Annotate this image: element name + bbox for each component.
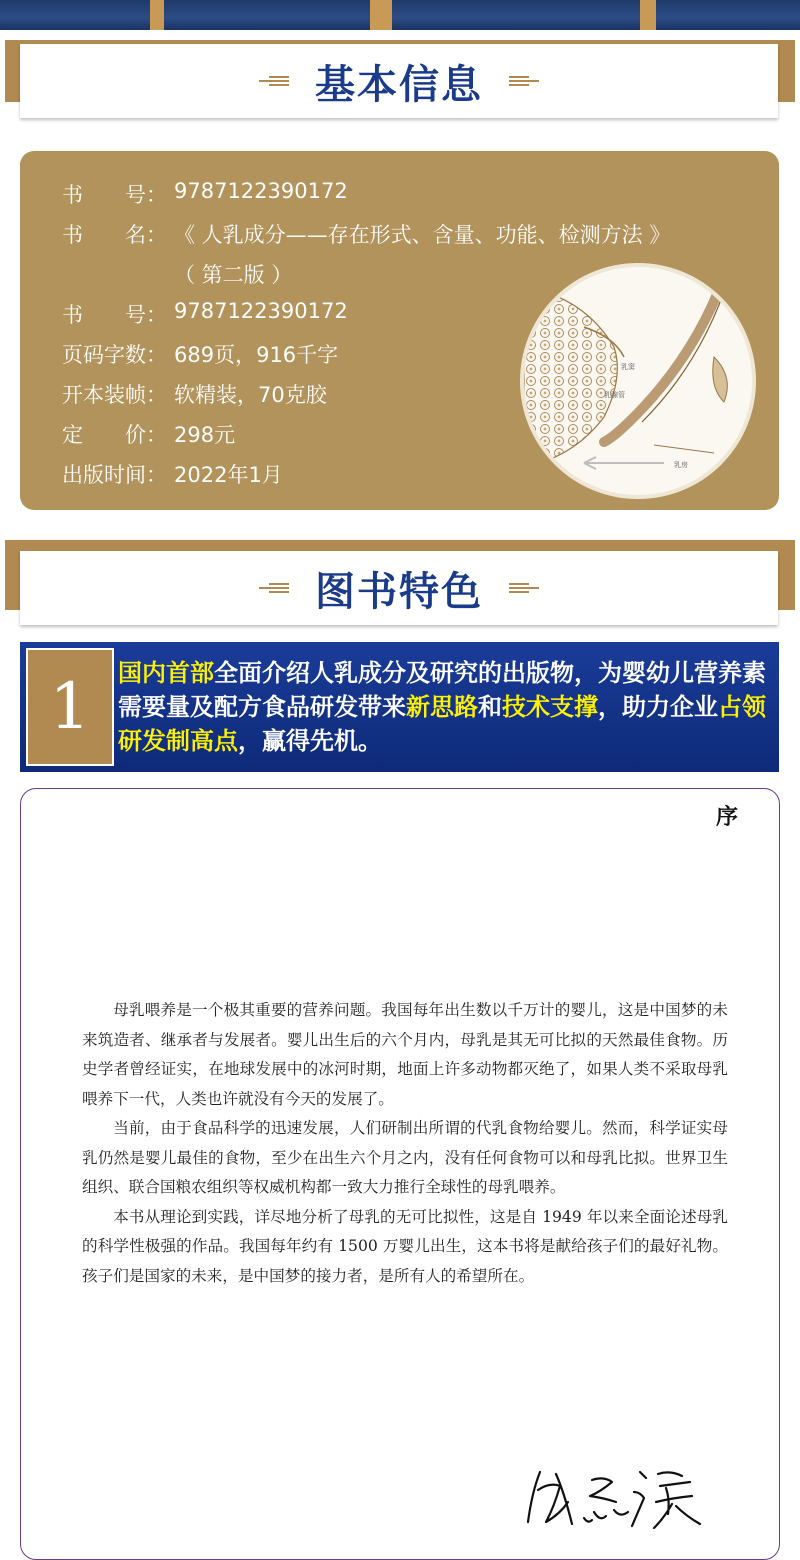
feature-highlight: 技术支撑 (502, 693, 598, 721)
svg-text:乳窦: 乳窦 (621, 363, 635, 371)
info-value: 9787122390172 (174, 299, 348, 323)
feature-text (118, 656, 770, 758)
feature-segment: ，赢得先机。 (238, 727, 382, 755)
info-value: 2022年1月 (174, 463, 283, 487)
info-value: 9787122390172 (174, 179, 348, 203)
info-value: 689页，916千字 (174, 343, 339, 367)
info-label: 出版时间： (62, 463, 167, 487)
chair-leg (370, 0, 392, 30)
info-value: 软精装，70克胶 (174, 383, 327, 407)
feature-segment: 和 (478, 693, 502, 721)
info-row-binding (62, 379, 327, 409)
preface-paragraph: 母乳喂养是一个极其重要的营养问题。我国每年出生数以千万计的婴儿，这是中国梦的未来筑造者、继承者与发展者。婴儿出生后的六个月内，母乳是其无可比拟的天然最佳食物。历史学者曾经证实，在地球发展中的冰河时期，地面上许多动物都灭绝了，如果人类不采取母乳喂养下一代，人类也许就没有今天的发展了。 (82, 1001, 728, 1108)
section-title: 基本信息 (315, 61, 483, 108)
info-label: 书 号： (62, 183, 167, 207)
info-label: 书 号： (62, 303, 167, 327)
svg-text:乳腺管: 乳腺管 (604, 391, 625, 399)
info-value: 《 人乳成分——存在形式、含量、功能、检测方法 》 (174, 223, 671, 247)
breast-anatomy-icon (524, 267, 752, 495)
info-row-isbn (62, 179, 348, 209)
decor-lines-icon (259, 74, 289, 88)
section-title-basic-info (20, 44, 778, 118)
section-title-features (20, 551, 778, 625)
info-label: 书 名： (62, 223, 167, 247)
feature-highlight: 国内首部 (118, 659, 214, 687)
preface-body (82, 996, 728, 1291)
info-value: （ 第二版 ） (174, 263, 293, 287)
svg-text:乳房: 乳房 (674, 461, 688, 469)
feature-segment: ，助力企业 (598, 693, 718, 721)
decor-lines-icon (509, 74, 539, 88)
info-label: 定 价： (62, 423, 167, 447)
info-row-pages (62, 339, 338, 369)
chair-leg (150, 0, 164, 30)
info-row-price (62, 419, 235, 449)
preface-paragraph: 当前，由于食品科学的迅速发展，人们研制出所谓的代乳食物给婴儿。然而，科学证实母乳仍然是婴儿最佳的食物，至少在出生六个月之内，没有任何食物可以和母乳比拟。世界卫生组织、联合国粮农组织等权威机构都一致大力推行全球性的母乳喂养。 (82, 1119, 728, 1196)
decor-lines-icon (259, 581, 289, 595)
info-label: 开本装帧： (62, 383, 167, 407)
preface-paragraph: 本书从理论到实践，详尽地分析了母乳的无可比拟性，这是自 1949 年以来全面论述母乳的科学性极强的作品。我国每年约有 1500 万婴儿出生，这本书将是献给孩子们的最好礼物。孩子们是国家的未来，是中国梦的接力者，是所有人的希望所在。 (82, 1207, 728, 1285)
info-row-date (62, 459, 283, 489)
book-info-card (20, 151, 779, 510)
feature-number: 1 (26, 648, 114, 766)
info-row-title-edition (174, 259, 292, 289)
feature-banner (20, 642, 779, 772)
chair-leg (640, 0, 656, 30)
author-signature (520, 1452, 720, 1542)
section-title: 图书特色 (315, 568, 483, 615)
feature-highlight: 新思路 (406, 693, 478, 721)
preface-heading: 序 (716, 805, 739, 830)
info-value: 298元 (174, 423, 236, 447)
info-row-isbn (62, 299, 348, 329)
anatomy-illustration (520, 263, 756, 499)
feature-segment: 全面介绍人乳成分及研究的出版物，为婴幼儿营养素需要量及配方食品研发带来 (118, 659, 766, 721)
info-row-title (62, 219, 670, 249)
info-label: 页码字数： (62, 343, 167, 367)
feature-highlight: 占领研发制高点 (118, 693, 766, 755)
header-photo (0, 0, 800, 30)
decor-lines-icon (509, 581, 539, 595)
